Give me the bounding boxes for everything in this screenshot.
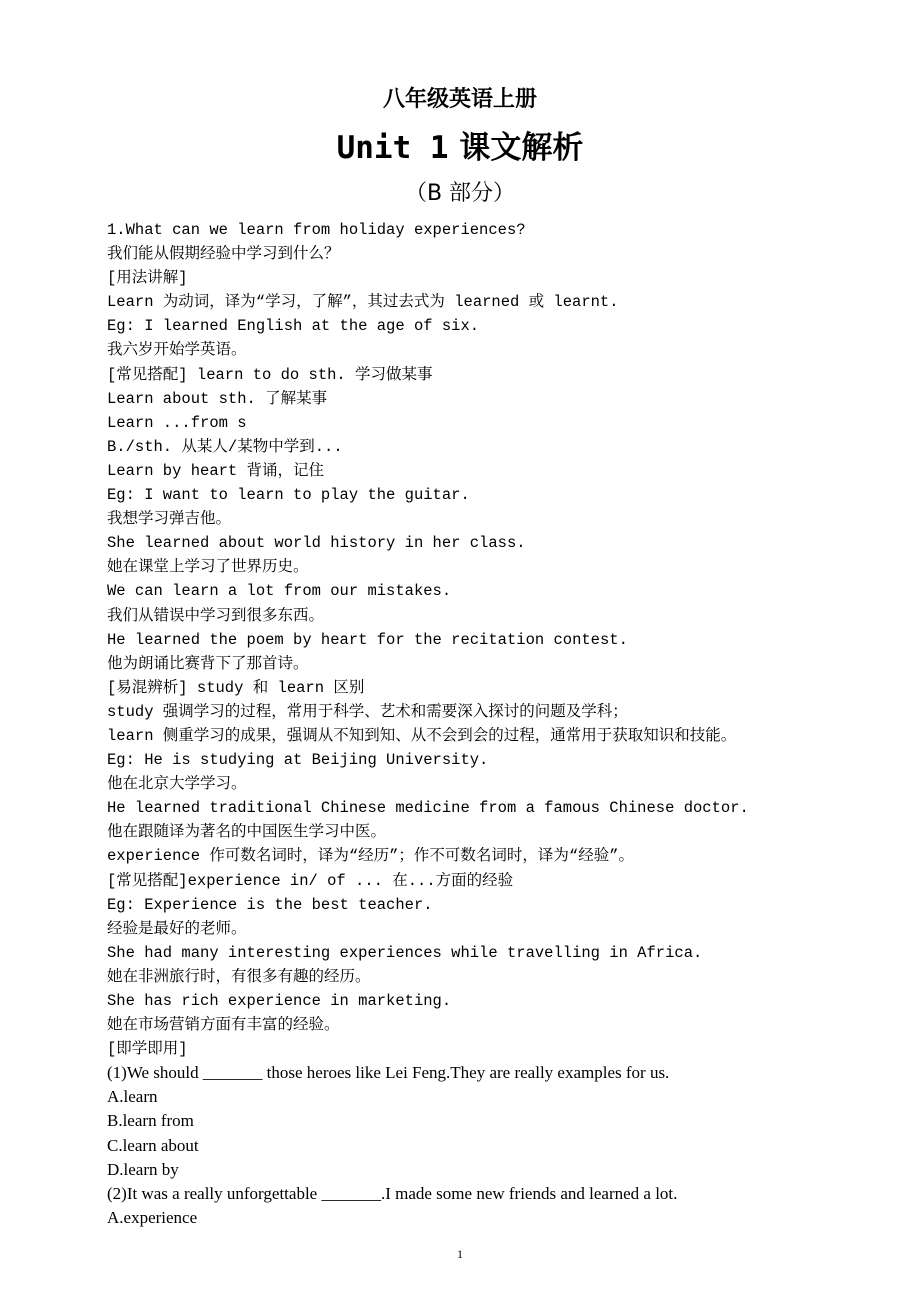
text-line: [常见搭配]experience in/ of ... 在...方面的经验: [107, 871, 514, 890]
text-line: 我们能从假期经验中学习到什么？: [107, 245, 340, 264]
text-line: 她在非洲旅行时，有很多有趣的经历。: [107, 967, 371, 986]
text-line: (2)It was a really unforgettable _______.I made some new friends and learned a lot.: [107, 1183, 678, 1203]
text-line: 我六岁开始学英语。: [107, 341, 247, 360]
text-line: Learn ...from s: [107, 413, 247, 432]
text-line: (1)We should _______ those heroes like Lei Feng.They are really examples for us.: [107, 1063, 670, 1083]
text-line: Eg: I want to learn to play the guitar.: [107, 486, 470, 505]
text-line: Eg: He is studying at Beijing University.: [107, 751, 489, 770]
text-line: Learn about sth. 了解某事: [107, 389, 328, 408]
text-line: Learn 为动词，译为“学习，了解”，其过去式为 learned 或 learnt.: [107, 293, 619, 312]
text-line: 他在跟随译为著名的中国医生学习中医。: [107, 823, 387, 842]
text-line: A.experience: [107, 1207, 198, 1227]
text-line: 他为朗诵比赛背下了那首诗。: [107, 654, 309, 673]
text-line: Eg: I learned English at the age of six.: [107, 317, 480, 336]
text-line: 1.What can we learn from holiday experiences?: [107, 221, 526, 239]
text-line: 我想学习弹吉他。: [107, 510, 232, 529]
text-line: [常见搭配] learn to do sth. 学习做某事: [107, 365, 433, 384]
part-label: （B 部分）: [404, 181, 516, 206]
text-line: study 强调学习的过程，常用于科学、艺术和需要深入探讨的问题及学科；: [107, 702, 628, 721]
grade-title: 八年级英语上册: [382, 87, 537, 112]
text-line: B.learn from: [107, 1111, 194, 1131]
text-line: We can learn a lot from our mistakes.: [107, 582, 452, 601]
text-line: [易混辨析] study 和 learn 区别: [107, 678, 365, 697]
text-line: He learned the poem by heart for the recitation contest.: [107, 630, 628, 649]
text-line: A.learn: [107, 1087, 158, 1107]
page-number: 1: [457, 1247, 463, 1261]
text-line: He learned traditional Chinese medicine from a famous Chinese doctor.: [107, 799, 749, 818]
text-line: experience 作可数名词时，译为“经历”；作不可数名词时，译为“经验”。: [107, 847, 635, 866]
text-line: 他在北京大学学习。: [107, 775, 247, 794]
text-line: She has rich experience in marketing.: [107, 992, 452, 1010]
text-line: C.learn about: [107, 1135, 199, 1155]
text-line: Learn by heart 背诵，记住: [107, 461, 325, 480]
document-body: [107, 218, 749, 1230]
text-line: 她在课堂上学习了世界历史。: [107, 558, 309, 577]
text-line: 经验是最好的老师。: [107, 919, 247, 938]
text-line: She learned about world history in her class.: [107, 534, 526, 553]
unit-number: Unit 1: [336, 130, 449, 166]
text-line: B./sth. 从某人/某物中学到...: [107, 437, 343, 456]
text-line: [用法讲解]: [107, 269, 188, 288]
text-line: D.learn by: [107, 1159, 179, 1179]
text-line: Eg: Experience is the best teacher.: [107, 895, 433, 914]
text-line: 她在市场营销方面有丰富的经验。: [107, 1016, 340, 1035]
text-line: learn 侧重学习的成果，强调从不知到知、从不会到会的过程，通常用于获取知识和技能。: [107, 726, 737, 745]
text-line: 我们从错误中学习到很多东西。: [107, 606, 325, 625]
unit-title: [0, 122, 920, 167]
text-line: [即学即用]: [107, 1040, 188, 1059]
text-line: She had many interesting experiences while travelling in Africa.: [107, 943, 703, 962]
unit-subtitle: 课文解析: [459, 130, 584, 166]
